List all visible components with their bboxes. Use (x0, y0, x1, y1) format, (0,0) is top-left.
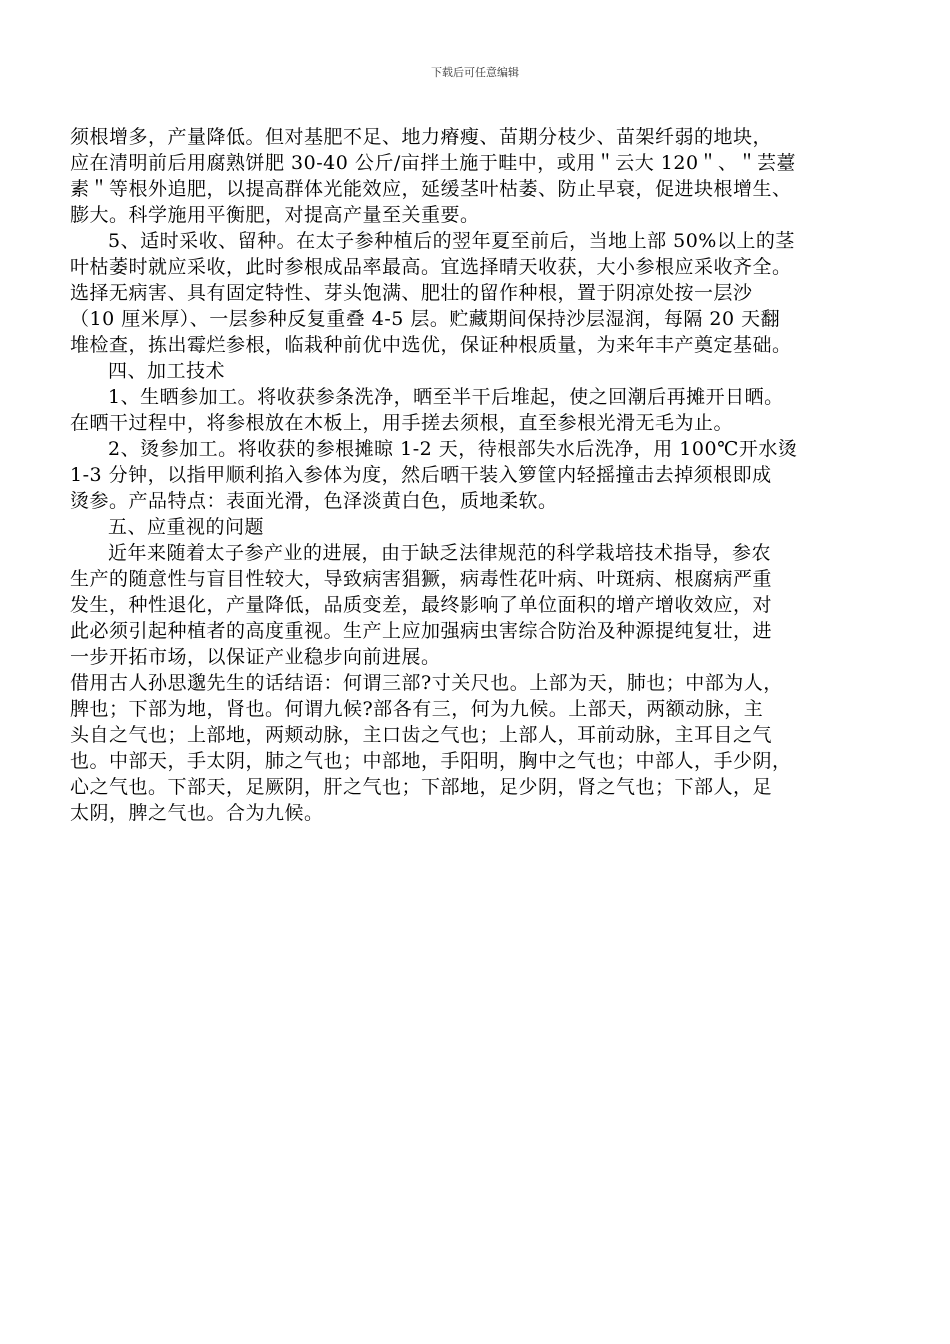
text-line: 叶枯萎时就应采收，此时参根成品率最高。宜选择晴天收获，大小参根应采收齐全。 (70, 256, 792, 278)
text-line: 2、烫参加工。将收获的参根摊晾 1-2 天，待根部失水后洗净，用 100℃开水烫 (108, 438, 798, 460)
text-line: 借用古人孙思邈先生的话结语：何谓三部?寸关尺也。上部为天，肺也；中部为人， (70, 672, 783, 694)
text-line: 生产的随意性与盲目性较大，导致病害猖獗，病毒性花叶病、叶斑病、根腐病严重 (70, 568, 773, 590)
text-line: 堆检查，拣出霉烂参根，临栽种前优中选优，保证种根质量，为来年丰产奠定基础。 (70, 334, 792, 356)
text-line: 5、适时采收、留种。在太子参种植后的翌年夏至前后，当地上部 50%以上的茎 (108, 230, 795, 252)
body-text (70, 124, 882, 826)
page-header-note: 下载后可任意编辑 (431, 66, 519, 79)
text-line: 在晒干过程中，将参根放在木板上，用手搓去须根，直至参根光滑无毛为止。 (70, 412, 734, 434)
text-line: 膨大。科学施用平衡肥，对提高产量至关重要。 (70, 204, 480, 226)
text-line: 也。中部天，手太阴，肺之气也；中部地，手阳明，胸中之气也；中部人，手少阴， (70, 750, 792, 772)
text-line: （10 厘米厚）、一层参种反复重叠 4-5 层。贮藏期间保持沙层湿润，每隔 20 天翻 (70, 308, 781, 330)
text-line: 发生，种性退化，产量降低，品质变差，最终影响了单位面积的增产增收效应，对 (70, 594, 773, 616)
section-heading: 五、应重视的问题 (108, 516, 265, 538)
text-line: 心之气也。下部天，足厥阴，肝之气也；下部地，足少阴，肾之气也；下部人，足 (70, 776, 773, 798)
text-line: 一步开拓市场，以保证产业稳步向前进展。 (70, 646, 441, 668)
text-line: 近年来随着太子参产业的进展，由于缺乏法律规范的科学栽培技术指导，参农 (108, 542, 772, 564)
text-line: 素＂等根外追肥，以提高群体光能效应，延缓茎叶枯萎、防止早衰，促进块根增生、 (70, 178, 792, 200)
text-line: 脾也；下部为地，肾也。何谓九候?部各有三，何为九候。上部天，两额动脉，主 (70, 698, 764, 720)
text-line: 1-3 分钟，以指甲顺利掐入参体为度，然后晒干装入箩筐内轻摇撞击去掉须根即成 (70, 464, 772, 486)
text-line: 应在清明前后用腐熟饼肥 30-40 公斤/亩拌土施于畦中，或用＂云大 120＂、＂芸薹 (70, 152, 797, 174)
text-line: 头自之气也；上部地，两颊动脉，主口齿之气也；上部人，耳前动脉，主耳目之气 (70, 724, 773, 746)
text-line: 须根增多，产量降低。但对基肥不足、地力瘠瘦、苗期分枝少、苗架纤弱的地块， (70, 126, 773, 148)
text-line: 选择无病害、具有固定特性、芽头饱满、肥壮的留作种根，置于阴凉处按一层沙 (70, 282, 753, 304)
text-line: 1、生晒参加工。将收获参条洗净，晒至半干后堆起，使之回潮后再摊开日晒。 (108, 386, 784, 408)
section-heading: 四、加工技术 (108, 360, 226, 382)
text-line: 此必须引起种植者的高度重视。生产上应加强病虫害综合防治及种源提纯复壮，进 (70, 620, 773, 642)
text-line: 太阴，脾之气也。合为九候。 (70, 802, 324, 824)
text-line: 烫参。产品特点：表面光滑，色泽淡黄白色，质地柔软。 (70, 490, 558, 512)
